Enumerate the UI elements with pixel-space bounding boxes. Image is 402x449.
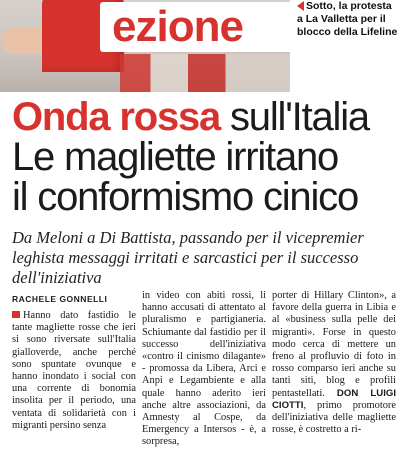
body-column-2 [142, 290, 266, 448]
headline-red: Onda rossa [12, 95, 221, 139]
lead-photo [0, 0, 290, 92]
headline-line-2: Le magliette irritano [12, 135, 339, 179]
photo-crowd [120, 54, 290, 92]
headline-line-3: il conformismo cinico [12, 175, 359, 219]
byline: RACHELE GONNELLI [12, 294, 108, 304]
headline-line-1 [12, 97, 402, 137]
caption-arrow-icon [297, 1, 304, 11]
body-column-3 [272, 290, 396, 436]
photo-caption [297, 0, 400, 39]
subheadline: Da Meloni a Di Battista, passando per il vicepremier leghista messaggi irritati e sarcastici per il successo dell'iniziativa [12, 228, 364, 287]
body-column-1 [12, 310, 136, 431]
photo-banner-text: ezione [112, 2, 243, 51]
col3-text-b: , primo promotore dell'iniziativa delle magliette rosse, è costretto a ri- [272, 399, 396, 436]
col3-text-a: porter di Hillary Clinton», a favore della guerra in Libia e al «business sulla pelle dei migranti». Forse in questo modo cerca di mettere un freno al profluvio di foto in rosso comparso ieri anche su tanti siti, blog e profili pentastellati. [272, 290, 396, 399]
caption-text: Sotto, la protesta a La Valletta per il blocco della Lifeline [297, 0, 398, 38]
headline [12, 97, 402, 217]
col2-text: in video con abiti rossi, li hanno accusati di attentato al pluralismo e partigianeria. Schiumante dal fastidio per il successo dell'iniziativa «contro il cinismo dilagante» - promossa da Libera, Arci e Anpi e Legambiente e alla quale hanno aderito ieri anche altre associazioni, da Amnesty al Cospe, da Emergency a Intersos - è, a sorpresa, [142, 290, 266, 448]
col1-text: Hanno dato fastidio le tante magliette rosse che ieri si sono riversate sull'Italia gialloverde, anche perché sono spuntate ovunque e hanno inondato i social con una corrente di bonomia insolita per il periodo, una ventata di solidarietà con i migranti persino senza [12, 310, 136, 431]
section-marker-icon [12, 311, 20, 318]
headline-line1-rest: sull'Italia [220, 95, 369, 139]
col3-name: DON LUIGI CIOTTI [272, 387, 396, 411]
